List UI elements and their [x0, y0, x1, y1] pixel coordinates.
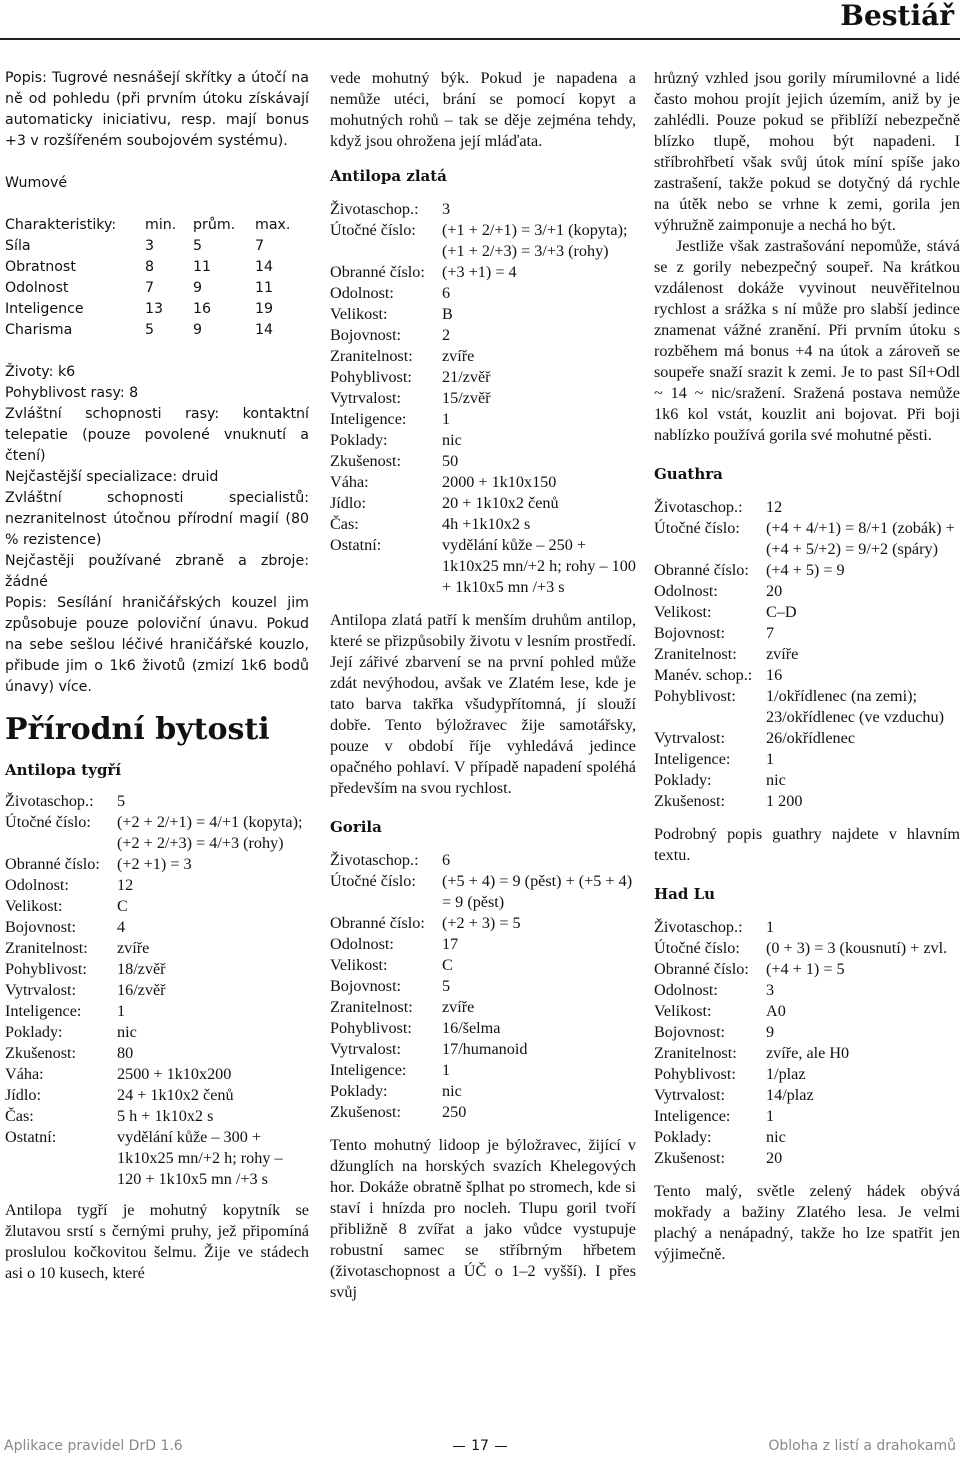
stat-value: zvíře — [442, 347, 475, 365]
stat-label: Čas: — [330, 515, 359, 533]
chars-header-row — [5, 215, 305, 236]
stat-value: C — [117, 897, 128, 915]
stat-value: (+2 + 2/+1) = 4/+1 (kopyta); (+2 + 2/+3) = 4/+3 (rohy) — [117, 813, 303, 852]
stat-value: zvíře — [766, 645, 799, 663]
wum-detail-line: Zvláštní schopnosti rasy: kontaktní telepatie (pouze povolené vnuknutí a čtení) — [5, 406, 309, 464]
stat-value: (0 + 3) = 3 (kousnutí) + zvl. — [766, 939, 948, 957]
stat-label: Útočné číslo: — [330, 872, 416, 890]
stat-label: Bojovnost: — [330, 977, 402, 995]
stat-row — [654, 665, 960, 686]
stat-row — [330, 871, 636, 913]
stat-value: 2000 + 1k10x150 — [442, 473, 557, 491]
stat-label: Poklady: — [330, 431, 388, 449]
stat-value: 20 + 1k10x2 čenů — [442, 494, 559, 512]
stat-value: 24 + 1k10x2 čenů — [117, 1086, 234, 1104]
stat-label: Zkušenost: — [5, 1044, 77, 1062]
stat-row — [5, 959, 309, 980]
stat-value: 50 — [442, 452, 459, 470]
stat-row — [654, 623, 960, 644]
chars-row — [5, 257, 305, 278]
stat-row — [330, 493, 636, 514]
stat-value: (+5 + 4) = 9 (pěst) + (+5 + 4) = 9 (pěst) — [442, 872, 633, 911]
stat-value: (+4 + 4/+1) = 8/+1 (zobák) + (+4 + 5/+2) = 9/+2 (spáry) — [766, 519, 955, 558]
stat-row — [330, 934, 636, 955]
stat-label: Ostatní: — [330, 536, 382, 554]
stat-label: Zkušenost: — [330, 452, 402, 470]
stat-row — [654, 959, 960, 980]
stat-row — [654, 749, 960, 770]
stat-row — [654, 1106, 960, 1127]
stat-label: Životaschop.: — [5, 792, 94, 810]
stat-label: Zkušenost: — [654, 792, 726, 810]
wum-title: Wumové — [5, 175, 68, 191]
stat-row — [654, 980, 960, 1001]
stat-label: Velikost: — [654, 1002, 712, 1020]
stat-value: 5 — [442, 977, 451, 995]
stat-value: 1/okřídlenec (na zemi); 23/okřídlenec (ve vzduchu) — [766, 687, 944, 726]
stat-value: 2 — [442, 326, 451, 344]
page-footer — [0, 1432, 960, 1458]
stat-label: Odolnost: — [330, 935, 394, 953]
stat-value: 3 — [766, 981, 775, 999]
stat-row — [5, 896, 309, 917]
stat-value: 16 — [766, 666, 783, 684]
chars-row — [5, 299, 305, 320]
chars-value: 9 — [193, 280, 203, 296]
wum-detail-line: Nejčastější specializace: druid — [5, 469, 219, 485]
stat-label: Bojovnost: — [330, 326, 402, 344]
stat-label: Vytrvalost: — [654, 1086, 726, 1104]
stat-value: 17/humanoid — [442, 1040, 528, 1058]
stat-value: (+4 + 1) = 5 — [766, 960, 845, 978]
stat-row — [330, 283, 636, 304]
stat-row — [330, 472, 636, 493]
stat-label: Jídlo: — [330, 494, 366, 512]
stat-row — [5, 1127, 309, 1190]
stat-label: Pohyblivost: — [330, 368, 412, 386]
stat-value: nic — [442, 431, 462, 449]
stat-label: Bojovnost: — [5, 918, 77, 936]
stat-row — [5, 1064, 309, 1085]
stat-label: Odolnost: — [654, 981, 718, 999]
stat-value: 4 — [117, 918, 126, 936]
chars-label: Inteligence — [5, 301, 84, 317]
stat-row — [330, 955, 636, 976]
stat-row — [330, 367, 636, 388]
stat-row — [5, 791, 309, 812]
characteristics-body — [5, 236, 305, 341]
stat-value: 16/zvěř — [117, 981, 166, 999]
stat-value: 18/zvěř — [117, 960, 166, 978]
stat-label: Poklady: — [654, 1128, 712, 1146]
stat-value: (+3 +1) = 4 — [442, 263, 517, 281]
chars-row — [5, 236, 305, 257]
stat-row — [654, 497, 960, 518]
page-number — [440, 1438, 520, 1454]
characteristics-table — [5, 215, 305, 236]
stat-row — [330, 1081, 636, 1102]
stat-label: Velikost: — [330, 956, 388, 974]
page-number-text: 17 — [471, 1438, 489, 1454]
chars-value: 5 — [145, 322, 155, 338]
stat-value: (+2 + 3) = 5 — [442, 914, 521, 932]
chars-label: Odolnost — [5, 280, 69, 296]
stat-row — [5, 1043, 309, 1064]
page-header — [0, 0, 960, 42]
stat-value: 16/šelma — [442, 1019, 501, 1037]
desc-antilopa-tygri: Antilopa tygří je mohutný kopytník se žlutavou srstí s černými pruhy, jež připomíná proslulou kočkovitou šelmu. Žije ve stádech asi o 10 kusech, které — [5, 1201, 309, 1282]
stat-label: Zranitelnost: — [330, 998, 413, 1016]
stat-row — [330, 346, 636, 367]
stat-row — [330, 976, 636, 997]
stat-row — [330, 913, 636, 934]
stat-value: 9 — [766, 1023, 775, 1041]
stat-value: nic — [117, 1023, 137, 1041]
chars-label: Síla — [5, 238, 31, 254]
gorila-cont-text: vede mohutný býk. Pokud je napadena a nemůže utéci, brání se pomocí kopyt a mohutných rohů – tak se děje zejména tehdy, když jsou ohrožena její mláďata. — [330, 69, 636, 150]
stat-row — [654, 1043, 960, 1064]
chars-value: 16 — [193, 301, 212, 317]
stat-row — [330, 388, 636, 409]
stat-row — [5, 812, 309, 854]
stat-label: Inteligence: — [330, 410, 407, 428]
chars-row — [5, 278, 305, 299]
stat-label: Útočné číslo: — [330, 221, 416, 239]
wum-detail-line: Zvláštní schopnosti specialistů: nezranitelnost útočnou přírodní magií (80 % rezistence) — [5, 490, 309, 548]
stat-label: Ostatní: — [5, 1128, 57, 1146]
gorila-cont-2: Jestliže však zastrašování nepomůže, stává se z gorily nebezpečný soupeř. Na krátkou vzdálenost dokáže vyvinout neuvěřitelnou rychlost a srážka s ní může pro slabší jedince znamenat vážné zranění. Při prvním útoku s rozběhem má bonus +4 na útok a zároveň se soupeře snaží srazit k zemi. Je to past Síl+Odl ~ 14 ~ nic/sražení. Sražená postava nemůže 1k6 kol vstát, kouzlit ani bojovat. Při boji nablízko používá gorila své mohutné pěsti. — [654, 237, 960, 444]
stat-label: Obranné číslo: — [330, 914, 425, 932]
section-title: Přírodní bytosti — [5, 712, 270, 747]
stat-value: 6 — [442, 284, 451, 302]
stats-gorila — [330, 850, 636, 1123]
stat-row — [5, 854, 309, 875]
stat-row — [330, 1018, 636, 1039]
chars-header-label: Charakteristiky: — [5, 217, 117, 233]
stat-row — [330, 1102, 636, 1123]
stat-label: Vytrvalost: — [654, 729, 726, 747]
stat-row — [654, 1127, 960, 1148]
chars-value: 11 — [255, 280, 274, 296]
stat-label: Pohyblivost: — [5, 960, 87, 978]
stat-value: zvíře, ale H0 — [766, 1044, 850, 1062]
stat-value: 3 — [442, 200, 451, 218]
stat-row — [330, 535, 636, 598]
wum-detail-line: Popis: Sesílání hraničářských kouzel jim způsobuje pouze poloviční únavu. Pokud na sebe sešlou léčivé hraničářské kouzlo, přibude jim o 1k6 životů (zmizí 1k6 bodů únavy) více. — [5, 595, 309, 695]
stat-row — [330, 451, 636, 472]
stat-label: Poklady: — [654, 771, 712, 789]
stat-label: Životaschop.: — [330, 851, 419, 869]
header-title: Bestiář — [840, 0, 954, 32]
column-2 — [330, 68, 636, 1303]
stats-antilopa-tygri — [5, 791, 309, 1190]
chars-value: 5 — [193, 238, 203, 254]
stat-row — [654, 686, 960, 728]
stat-value: 2500 + 1k10x200 — [117, 1065, 232, 1083]
stat-value: 21/zvěř — [442, 368, 491, 386]
stat-row — [330, 850, 636, 871]
stat-value: (+1 + 2/+1) = 3/+1 (kopyta); (+1 + 2/+3) = 3/+3 (rohy) — [442, 221, 628, 260]
stat-value: vydělání kůže – 300 + 1k10x25 mn/+2 h; rohy – 120 + 1k10x5 mn /+3 s — [117, 1128, 283, 1188]
stat-label: Velikost: — [330, 305, 388, 323]
stat-row — [654, 644, 960, 665]
stat-row — [5, 1085, 309, 1106]
stat-value: zvíře — [442, 998, 475, 1016]
stat-row — [654, 518, 960, 560]
desc-antilopa-zlata: Antilopa zlatá patří k menším druhům antilop, které se přizpůsobily životu v lesním prostředí. Její zářivé zbarvení se na první pohled může zdát nevýhodou, avšak ve Zlatém lese, kde je tato barva takřka všudypřítomná, jí slouží dobře. Tento býložravec žije samotářsky, pouze v období říje vyhledává jedince opačného pohlaví. V případě napadení spoléhá především na svou rychlost. — [330, 611, 636, 797]
stat-row — [654, 602, 960, 623]
stat-label: Odolnost: — [654, 582, 718, 600]
stat-row — [5, 1022, 309, 1043]
stat-value: 17 — [442, 935, 459, 953]
stat-label: Útočné číslo: — [654, 519, 740, 537]
stat-row — [654, 1001, 960, 1022]
stat-label: Zranitelnost: — [330, 347, 413, 365]
stat-value: 1 — [766, 750, 775, 768]
stat-label: Inteligence: — [654, 1107, 731, 1125]
stat-label: Obranné číslo: — [330, 263, 425, 281]
stat-row — [330, 199, 636, 220]
chars-value: 7 — [145, 280, 155, 296]
stat-value: nic — [766, 1128, 786, 1146]
gorila-cont-1: hrůzný vzhled jsou gorily mírumilovné a lidé často mohou projít jejich územím, aniž by je zahlédli. Pouze pokud se přiblíží nebezpečně blízko tlupě, mohou být napadeni. I stříbrohřbetí však svůj útok míní spíše jako zastrašení, takže pokud se dotyčný dá rychle na útěk nebo se vrhne k zemi, gorila jen výhružně zaimponuje a nechá ho být. — [654, 69, 960, 234]
stat-row — [654, 581, 960, 602]
stats-antilopa-zlata — [330, 199, 636, 598]
stat-row — [654, 1085, 960, 1106]
stat-value: 1 — [766, 918, 775, 936]
stat-label: Zranitelnost: — [5, 939, 88, 957]
stat-row — [330, 1039, 636, 1060]
stat-value: 12 — [766, 498, 783, 516]
chars-value: 7 — [255, 238, 265, 254]
stat-value: 1 — [117, 1002, 126, 1020]
stat-label: Inteligence: — [654, 750, 731, 768]
stat-label: Životaschop.: — [654, 498, 743, 516]
stat-row — [330, 409, 636, 430]
stat-label: Inteligence: — [5, 1002, 82, 1020]
stat-row — [5, 1001, 309, 1022]
stat-value: (+2 +1) = 3 — [117, 855, 192, 873]
stat-row — [654, 728, 960, 749]
stat-label: Pohyblivost: — [654, 1065, 736, 1083]
stat-row — [654, 917, 960, 938]
stat-label: Obranné číslo: — [654, 561, 749, 579]
stat-value: 6 — [442, 851, 451, 869]
stat-value: A0 — [766, 1002, 786, 1020]
stat-label: Pohyblivost: — [330, 1019, 412, 1037]
stat-label: Zkušenost: — [654, 1149, 726, 1167]
chars-row — [5, 320, 305, 341]
creature-title-antilopa-zlata: Antilopa zlatá — [330, 167, 447, 185]
stat-value: 15/zvěř — [442, 389, 491, 407]
stat-value: 1 — [442, 1061, 451, 1079]
wum-intro: Popis: Tugrové nesnášejí skřítky a útočí na ně od pohledu (při prvním útoku získávají automaticky iniciativu, resp. mají bonus +3 v rozšířeném soubojovém systému). — [5, 70, 309, 149]
creature-title-had-lu: Had Lu — [654, 885, 716, 903]
footer-chapter-title: Obloha z listí a drahokamů — [768, 1438, 956, 1454]
stat-row — [330, 220, 636, 262]
stat-label: Životaschop.: — [330, 200, 419, 218]
chars-value: 13 — [145, 301, 164, 317]
stat-row — [330, 430, 636, 451]
stat-label: Bojovnost: — [654, 624, 726, 642]
stat-label: Životaschop.: — [654, 918, 743, 936]
creature-title-gorila: Gorila — [330, 818, 382, 836]
wum-detail-line: Pohyblivost rasy: 8 — [5, 385, 139, 401]
stat-row — [5, 875, 309, 896]
stat-label: Útočné číslo: — [5, 813, 91, 831]
stat-value: zvíře — [117, 939, 150, 957]
stat-row — [654, 1022, 960, 1043]
stat-value: B — [442, 305, 453, 323]
stat-label: Obranné číslo: — [5, 855, 100, 873]
stat-value: nic — [442, 1082, 462, 1100]
stat-label: Pohyblivost: — [654, 687, 736, 705]
stat-row — [330, 262, 636, 283]
stat-row — [5, 1106, 309, 1127]
stat-value: 7 — [766, 624, 775, 642]
stat-row — [5, 917, 309, 938]
stat-label: Obranné číslo: — [654, 960, 749, 978]
stat-row — [330, 997, 636, 1018]
stat-row — [654, 560, 960, 581]
stat-label: Odolnost: — [330, 284, 394, 302]
wum-details — [5, 362, 309, 698]
stat-value: 20 — [766, 582, 783, 600]
chars-header-max: max. — [255, 217, 291, 233]
wum-detail-line: Životy: k6 — [5, 364, 76, 380]
chars-value: 3 — [145, 238, 155, 254]
stat-value: 250 — [442, 1103, 467, 1121]
stat-value: 12 — [117, 876, 134, 894]
stat-value: nic — [766, 771, 786, 789]
stat-label: Poklady: — [330, 1082, 388, 1100]
column-1 — [5, 68, 309, 1284]
stat-row — [5, 980, 309, 1001]
stat-row — [330, 325, 636, 346]
stat-value: vydělání kůže – 250 + 1k10x25 mn/+2 h; rohy – 100 + 1k10x5 mn /+3 s — [442, 536, 636, 596]
stat-label: Zranitelnost: — [654, 645, 737, 663]
chars-value: 9 — [193, 322, 203, 338]
footer-book-title: Aplikace pravidel DrD 1.6 — [4, 1438, 183, 1454]
chars-value: 19 — [255, 301, 274, 317]
stat-label: Odolnost: — [5, 876, 69, 894]
stat-label: Jídlo: — [5, 1086, 41, 1104]
chars-header-min: min. — [145, 217, 177, 233]
chars-value: 11 — [193, 259, 212, 275]
desc-gorila: Tento mohutný lidoop je býložravec, žijící v džunglích na horských svazích Khelegových hor. Dokáže obratně šplhat po stromech, kde si staví i hnízda pro nocleh. Tlupu goril tvoří přibližně 8 zvířat a jako vůdce vystupuje robustní samec se stříbrným hřbetem (životaschopnost a ÚČ o 1–2 vyšší). I přes svůj — [330, 1136, 636, 1301]
column-3 — [654, 68, 960, 1265]
chars-label: Obratnost — [5, 259, 76, 275]
creature-title-antilopa-tygri: Antilopa tygří — [5, 761, 122, 779]
stat-value: 80 — [117, 1044, 134, 1062]
stats-guathra — [654, 497, 960, 812]
stat-value: C–D — [766, 603, 797, 621]
stat-label: Manév. schop.: — [654, 666, 753, 684]
stat-label: Poklady: — [5, 1023, 63, 1041]
stat-row — [330, 304, 636, 325]
stat-value: 1 200 — [766, 792, 803, 810]
stat-label: Vytrvalost: — [330, 389, 402, 407]
stat-row — [330, 514, 636, 535]
creature-title-guathra: Guathra — [654, 465, 723, 483]
chars-label: Charisma — [5, 322, 73, 338]
stat-label: Čas: — [5, 1107, 34, 1125]
desc-had-lu: Tento malý, světle zelený hádek obývá mokřady a bažiny Zlatého lesa. Je velmi plachý a nenápadný, takže ho lze spatřit jen výjimečně. — [654, 1182, 960, 1263]
stat-label: Zkušenost: — [330, 1103, 402, 1121]
stat-value: 5 h + 1k10x2 s — [117, 1107, 214, 1125]
stat-label: Váha: — [330, 473, 369, 491]
stat-label: Inteligence: — [330, 1061, 407, 1079]
stat-label: Velikost: — [654, 603, 712, 621]
wum-detail-line: Nejčastěji používané zbraně a zbroje: žádné — [5, 553, 309, 590]
chars-header-avg: prům. — [193, 217, 236, 233]
stat-row — [330, 1060, 636, 1081]
stat-value: 4h +1k10x2 s — [442, 515, 531, 533]
stat-label: Váha: — [5, 1065, 44, 1083]
stats-had-lu — [654, 917, 960, 1169]
stat-row — [654, 770, 960, 791]
stat-label: Vytrvalost: — [330, 1040, 402, 1058]
stat-value: (+4 + 5) = 9 — [766, 561, 845, 579]
stat-row — [654, 791, 960, 812]
stat-label: Zranitelnost: — [654, 1044, 737, 1062]
stat-value: 5 — [117, 792, 126, 810]
stat-row — [654, 938, 960, 959]
chars-value: 14 — [255, 322, 274, 338]
chars-value: 8 — [145, 259, 155, 275]
stat-row — [5, 938, 309, 959]
stat-label: Velikost: — [5, 897, 63, 915]
stat-row — [654, 1064, 960, 1085]
stat-value: 1 — [442, 410, 451, 428]
stat-label: Útočné číslo: — [654, 939, 740, 957]
stat-value: C — [442, 956, 453, 974]
stat-value: 1 — [766, 1107, 775, 1125]
stat-value: 1/plaz — [766, 1065, 806, 1083]
stat-label: Bojovnost: — [654, 1023, 726, 1041]
header-rule — [0, 38, 960, 40]
stat-value: 26/okřídlenec — [766, 729, 855, 747]
stat-value: 20 — [766, 1149, 783, 1167]
desc-guathra: Podrobný popis guathry najdete v hlavním textu. — [654, 825, 960, 864]
chars-value: 14 — [255, 259, 274, 275]
stat-row — [654, 1148, 960, 1169]
stat-value: 14/plaz — [766, 1086, 814, 1104]
stat-label: Vytrvalost: — [5, 981, 77, 999]
